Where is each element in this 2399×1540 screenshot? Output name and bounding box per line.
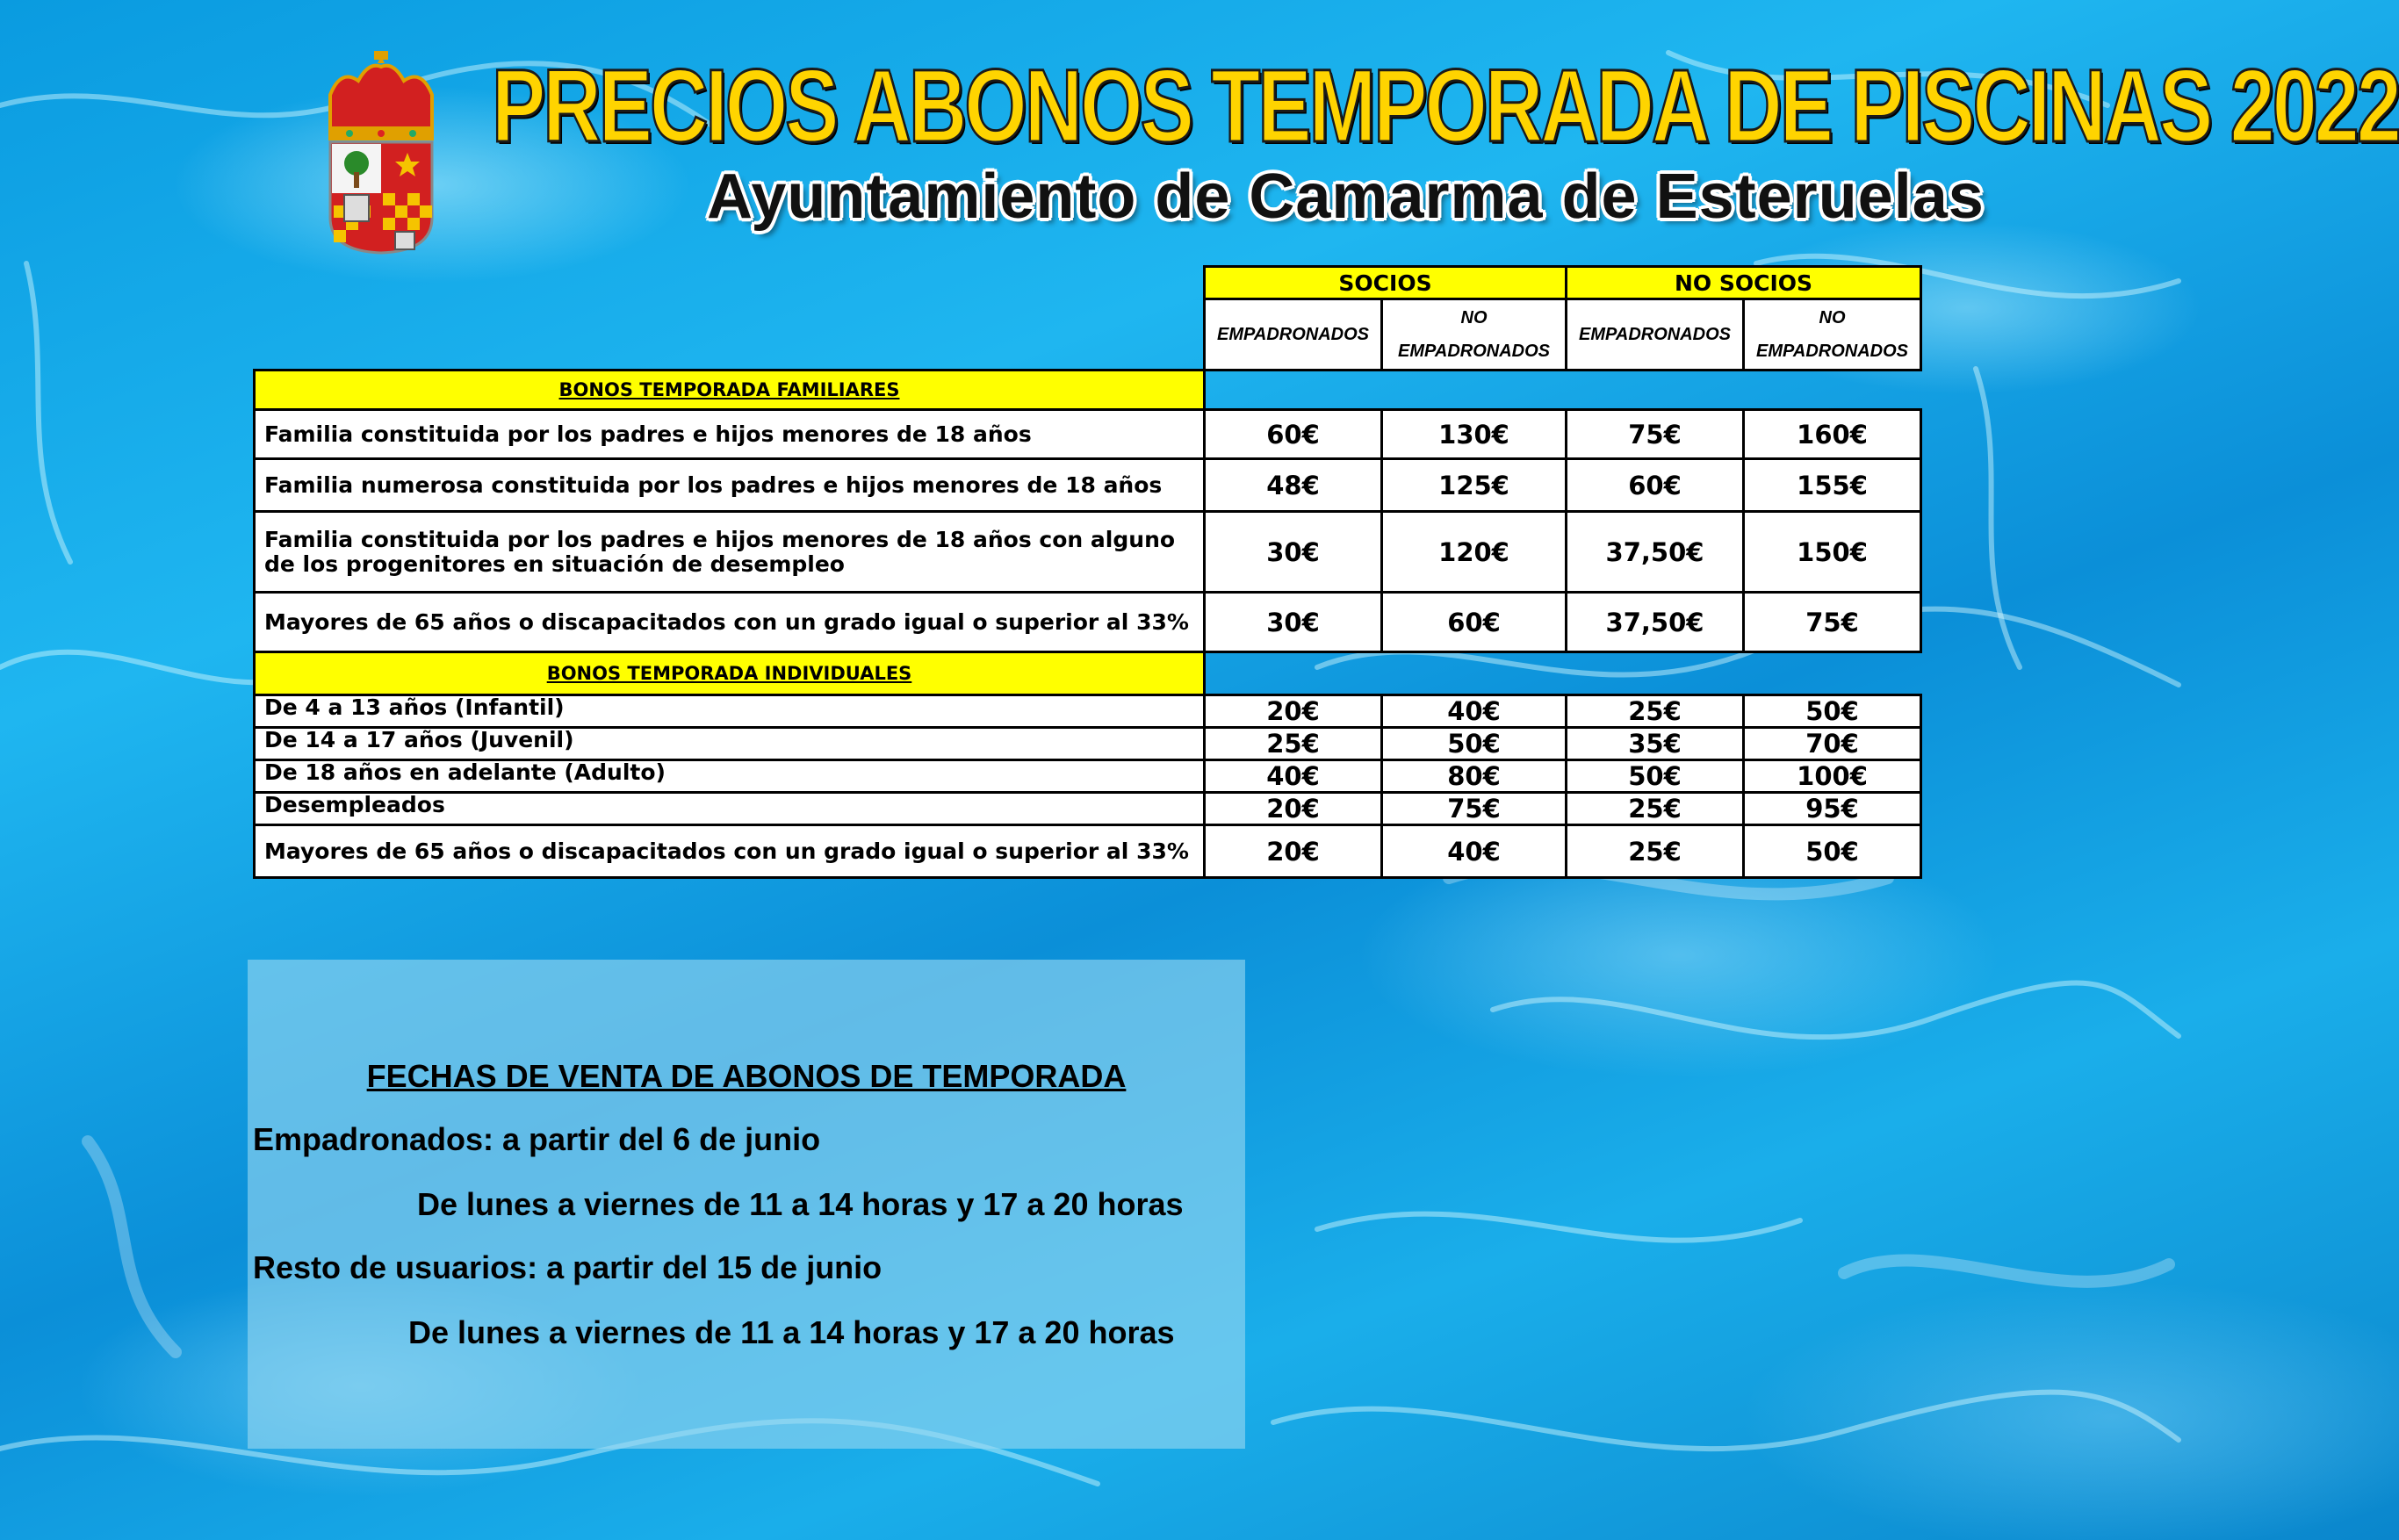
row-label: Mayores de 65 años o discapacitados con un grado igual o superior al 33% (255, 825, 1205, 878)
row-label: De 14 a 17 años (Juvenil) (255, 728, 1205, 760)
price-cell: 40€ (1382, 695, 1567, 728)
row-label: Familia constituida por los padres e hijos menores de 18 años (255, 410, 1205, 459)
price-cell: 100€ (1744, 760, 1921, 793)
row-label: Mayores de 65 años o discapacitados con un grado igual o superior al 33% (255, 593, 1205, 652)
price-cell: 40€ (1205, 760, 1382, 793)
price-cell: 80€ (1382, 760, 1567, 793)
price-cell: 50€ (1744, 825, 1921, 878)
subheader-no-empadronados: NO EMPADRONADOS (1744, 299, 1921, 371)
municipal-coat-of-arms-icon (323, 51, 439, 255)
price-cell: 160€ (1744, 410, 1921, 459)
price-cell: 155€ (1744, 459, 1921, 512)
section-title-individuales: BONOS TEMPORADA INDIVIDUALES (255, 652, 1205, 695)
section-header-row (255, 652, 1921, 695)
price-cell: 130€ (1382, 410, 1567, 459)
price-cell: 60€ (1205, 410, 1382, 459)
price-cell: 50€ (1744, 695, 1921, 728)
table-row (255, 459, 1921, 512)
table-row (255, 410, 1921, 459)
page-title: PRECIOS ABONOS TEMPORADA DE PISCINAS 2022 (492, 48, 2399, 164)
price-cell: 40€ (1382, 825, 1567, 878)
table-row (255, 728, 1921, 760)
price-cell: 50€ (1567, 760, 1744, 793)
table-row (255, 512, 1921, 593)
sales-line-schedule: De lunes a viernes de 11 a 14 horas y 17 a 20 horas (417, 1186, 1184, 1222)
subheader-row (255, 299, 1921, 371)
row-label: Familia numerosa constituida por los padres e hijos menores de 18 años (255, 459, 1205, 512)
row-label: De 4 a 13 años (Infantil) (255, 695, 1205, 728)
price-table (253, 265, 1922, 879)
row-label: Familia constituida por los padres e hijos menores de 18 años con alguno de los progenitores en situación de desempleo (255, 512, 1205, 593)
price-cell: 37,50€ (1567, 593, 1744, 652)
price-cell: 95€ (1744, 793, 1921, 825)
price-cell: 20€ (1205, 695, 1382, 728)
row-label: De 18 años en adelante (Adulto) (255, 760, 1205, 793)
price-cell: 125€ (1382, 459, 1567, 512)
subheader-empadronados: EMPADRONADOS (1205, 299, 1382, 371)
sales-dates-box (248, 960, 1245, 1449)
price-cell: 25€ (1567, 793, 1744, 825)
price-cell: 75€ (1744, 593, 1921, 652)
sales-line-resto: Resto de usuarios: a partir del 15 de junio (253, 1249, 883, 1285)
price-cell: 120€ (1382, 512, 1567, 593)
price-cell: 50€ (1382, 728, 1567, 760)
sales-line-empadronados: Empadronados: a partir del 6 de junio (253, 1121, 821, 1157)
table-row (255, 760, 1921, 793)
table-row (255, 695, 1921, 728)
page-subtitle: Ayuntamiento de Camarma de Esteruelas (707, 162, 1985, 232)
price-cell: 37,50€ (1567, 512, 1744, 593)
group-socios: SOCIOS (1205, 267, 1567, 299)
price-cell: 25€ (1567, 695, 1744, 728)
table-row (255, 825, 1921, 878)
sales-line-schedule: De lunes a viernes de 11 a 14 horas y 17 a 20 horas (408, 1314, 1175, 1350)
price-cell: 60€ (1567, 459, 1744, 512)
price-cell: 70€ (1744, 728, 1921, 760)
price-cell: 48€ (1205, 459, 1382, 512)
price-cell: 30€ (1205, 593, 1382, 652)
price-cell: 25€ (1205, 728, 1382, 760)
price-cell: 75€ (1382, 793, 1567, 825)
section-header-row (255, 371, 1921, 410)
price-cell: 150€ (1744, 512, 1921, 593)
group-no-socios: NO SOCIOS (1567, 267, 1921, 299)
price-cell: 30€ (1205, 512, 1382, 593)
price-cell: 20€ (1205, 793, 1382, 825)
price-cell: 75€ (1567, 410, 1744, 459)
price-cell: 60€ (1382, 593, 1567, 652)
group-header-row (255, 267, 1921, 299)
row-label: Desempleados (255, 793, 1205, 825)
section-title-familiares: BONOS TEMPORADA FAMILIARES (255, 371, 1205, 410)
sales-title: FECHAS DE VENTA DE ABONOS DE TEMPORADA (366, 1058, 1127, 1094)
table-row (255, 793, 1921, 825)
table-row (255, 593, 1921, 652)
price-cell: 25€ (1567, 825, 1744, 878)
price-cell: 35€ (1567, 728, 1744, 760)
price-cell: 20€ (1205, 825, 1382, 878)
subheader-empadronados: EMPADRONADOS (1567, 299, 1744, 371)
subheader-no-empadronados: NO EMPADRONADOS (1382, 299, 1567, 371)
